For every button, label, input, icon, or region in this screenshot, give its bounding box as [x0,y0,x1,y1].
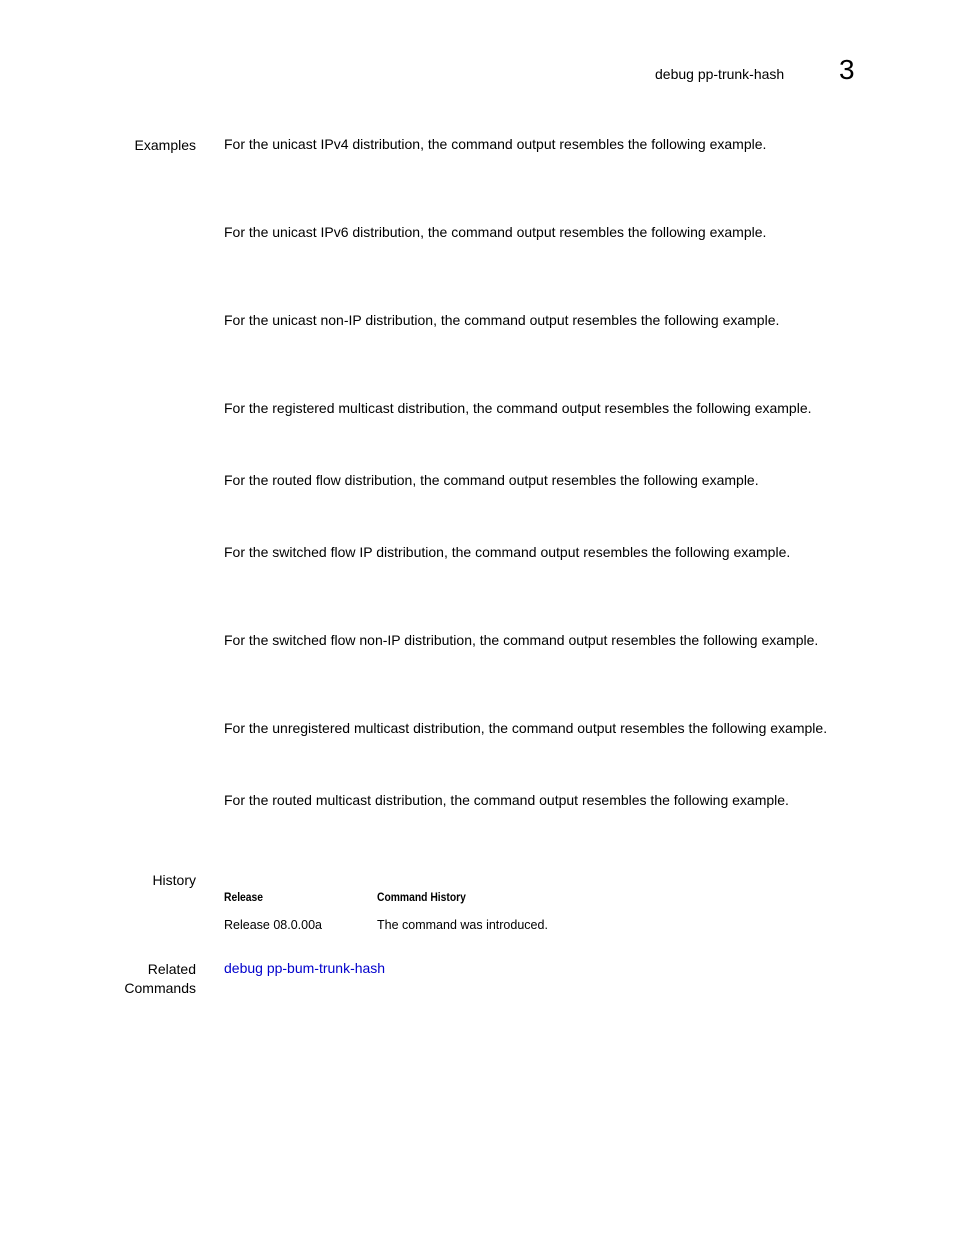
history-label: History [152,872,196,888]
example-paragraph: For the registered multicast distribution, the command output resembles the following example. [224,400,812,416]
example-paragraph: For the routed multicast distribution, the command output resembles the following example. [224,792,789,808]
example-paragraph: For the unregistered multicast distribution, the command output resembles the following example. [224,720,828,736]
example-paragraph: For the unicast IPv4 distribution, the command output resembles the following example. [224,136,767,152]
example-paragraph: For the switched flow non-IP distribution, the command output resembles the following example. [224,632,819,648]
chapter-number: 3 [839,54,855,85]
example-paragraph: For the unicast non-IP distribution, the command output resembles the following example. [224,312,780,328]
examples-label: Examples [134,137,196,153]
related-command-link[interactable]: debug pp-bum-trunk-hash [224,960,386,976]
related-label-line1: Related [147,961,196,977]
release-cell: Release 08.0.00a [224,918,322,932]
running-header-title: debug pp-trunk-hash [655,66,785,82]
example-paragraph: For the routed flow distribution, the command output resembles the following example. [224,472,759,488]
related-commands-label [124,960,196,998]
history-column-header: Release [224,890,264,904]
example-paragraph: For the switched flow IP distribution, the command output resembles the following example. [224,544,791,560]
related-label-line2: Commands [124,980,196,996]
example-paragraph: For the unicast IPv6 distribution, the command output resembles the following example. [224,224,767,240]
history-column-header: Command History [377,890,466,904]
history-description-cell: The command was introduced. [377,918,548,932]
